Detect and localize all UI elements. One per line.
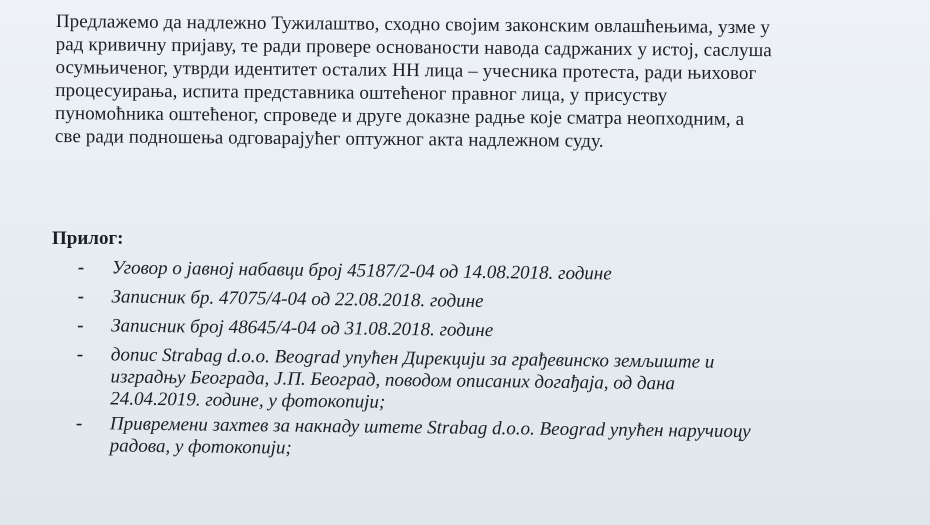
bullet-dash: -	[77, 285, 84, 308]
list-item	[76, 344, 867, 420]
list-item	[77, 315, 867, 347]
list-item-text: Записник број 48645/4-04 од 31.08.2018. године	[111, 315, 494, 342]
list-item	[78, 257, 868, 289]
paragraph-line: све ради подношења одговарајућег оптужног акта надлежном суду.	[54, 125, 604, 152]
list-item-text: допис Strabag d.o.o. Beograd упућен Дирекцији за грађевинско земљиште и	[110, 344, 715, 373]
body-paragraph	[55, 10, 866, 155]
paragraph-line: Предлажемо да надлежно Тужилаштво, сходно својим законским овлашћењима, узме у	[55, 10, 771, 39]
paragraph-line: процесуирања, испита представника оштећеног правног лица, у присуству	[55, 79, 668, 107]
attachments-list	[75, 257, 867, 474]
list-item-text: радова, у фотокопији;	[109, 435, 292, 459]
bullet-dash: -	[75, 412, 83, 435]
list-item-text: Привремени захтев за накнаду штете Strabag d.o.o. Beograd упућен наручиоцу	[109, 413, 751, 443]
list-item-text: Уговор о јавној набавци број 45187/2-04 од 14.08.2018. године	[111, 257, 612, 285]
bullet-dash: -	[77, 314, 84, 337]
list-item-text: Записник бр. 47075/4-04 од 22.08.2018. године	[111, 286, 484, 312]
bullet-dash: -	[77, 257, 85, 279]
list-item-text: 24.04.2019. године, у фотокопији;	[110, 388, 386, 413]
bullet-dash: -	[76, 343, 84, 366]
list-item	[76, 413, 866, 467]
paragraph-line: рад кривичну пријаву, те ради провере основаности навода садржаних у истој, саслуша	[55, 33, 772, 62]
paragraph-line: осумњиченог, утврди идентитет осталих НН лица – учесника протеста, ради њиховог	[55, 56, 757, 85]
list-item-text: изградњу Београда, Ј.П. Београд, поводом описаних догађаја, од дана	[110, 366, 676, 395]
paragraph-line: пуномоћника оштећеног, спроведе и друге доказне радње које сматра неопходним, а	[55, 102, 745, 131]
attachments-heading: Прилог:	[52, 228, 124, 249]
list-item	[77, 286, 867, 318]
